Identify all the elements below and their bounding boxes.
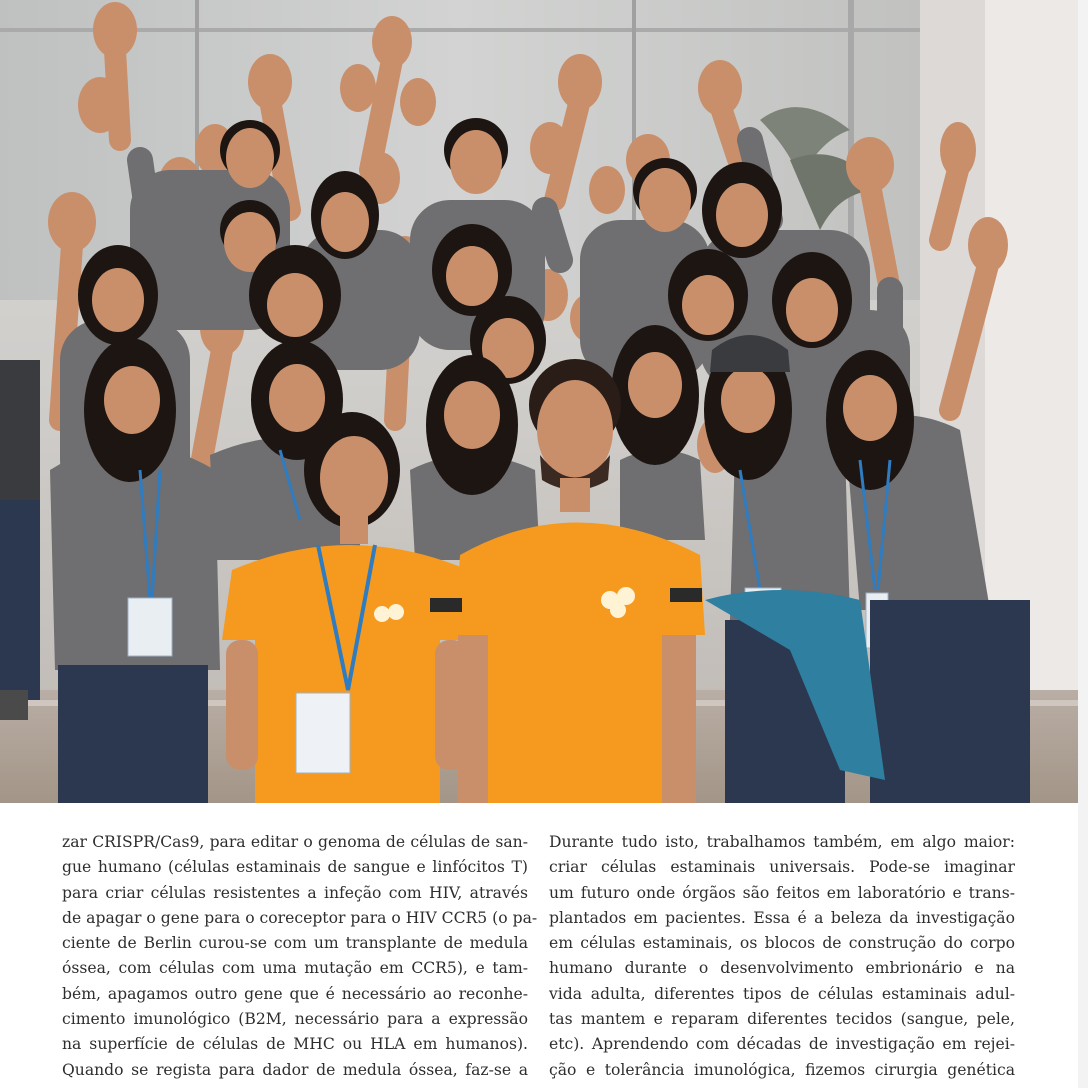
text-line: um futuro onde órgãos são feitos em laboratório e trans- xyxy=(549,883,1015,902)
page-margin xyxy=(1078,0,1088,1088)
text-line: bém, apagamos outro gene que é necessário ao reconhe- xyxy=(62,984,528,1003)
text-line: na superfície de células de MHC ou HLA em humanos). xyxy=(62,1035,528,1054)
article-column-left xyxy=(62,830,538,1083)
text-line: Durante tudo isto, trabalhamos também, em algo maior: xyxy=(549,833,1015,851)
text-line: criar células estaminais universais. Pode-se imaginar xyxy=(549,858,1015,877)
text-line: plantados em pacientes. Essa é a beleza da investigação xyxy=(549,908,1015,927)
text-line: em células estaminais, os blocos de construção do corpo xyxy=(549,934,1015,953)
text-line: ciente de Berlin curou-se com um transplante de medula xyxy=(62,934,528,953)
text-line: vida adulta, diferentes tipos de células estaminais adul- xyxy=(549,984,1015,1003)
text-line: etc). Aprendendo com décadas de investigação em rejei- xyxy=(549,1035,1015,1054)
text-line: de apagar o gene para o coreceptor para o HIV CCR5 (o pa- xyxy=(62,908,538,927)
text-line: Quando se regista para dador de medula óssea, faz-se a xyxy=(62,1060,528,1079)
text-line: humano durante o desenvolvimento embrionário e na xyxy=(549,959,1015,978)
text-line: para criar células resistentes a infeção com HIV, através xyxy=(62,883,528,902)
text-line: cimento imunológico (B2M, necessário para a expressão xyxy=(62,1010,528,1029)
article-column-right xyxy=(549,830,1015,1083)
text-line: ção e tolerância imunológica, fizemos cirurgia genética xyxy=(549,1060,1015,1079)
text-line: tas mantem e reparam diferentes tecidos (sangue, pele, xyxy=(549,1010,1015,1029)
text-line: gue humano (células estaminais de sangue e linfócitos T) xyxy=(62,858,528,877)
text-line: óssea, com células com uma mutação em CCR5), e tam- xyxy=(62,959,528,978)
text-line: zar CRISPR/Cas9, para editar o genoma de células de san- xyxy=(62,833,528,851)
